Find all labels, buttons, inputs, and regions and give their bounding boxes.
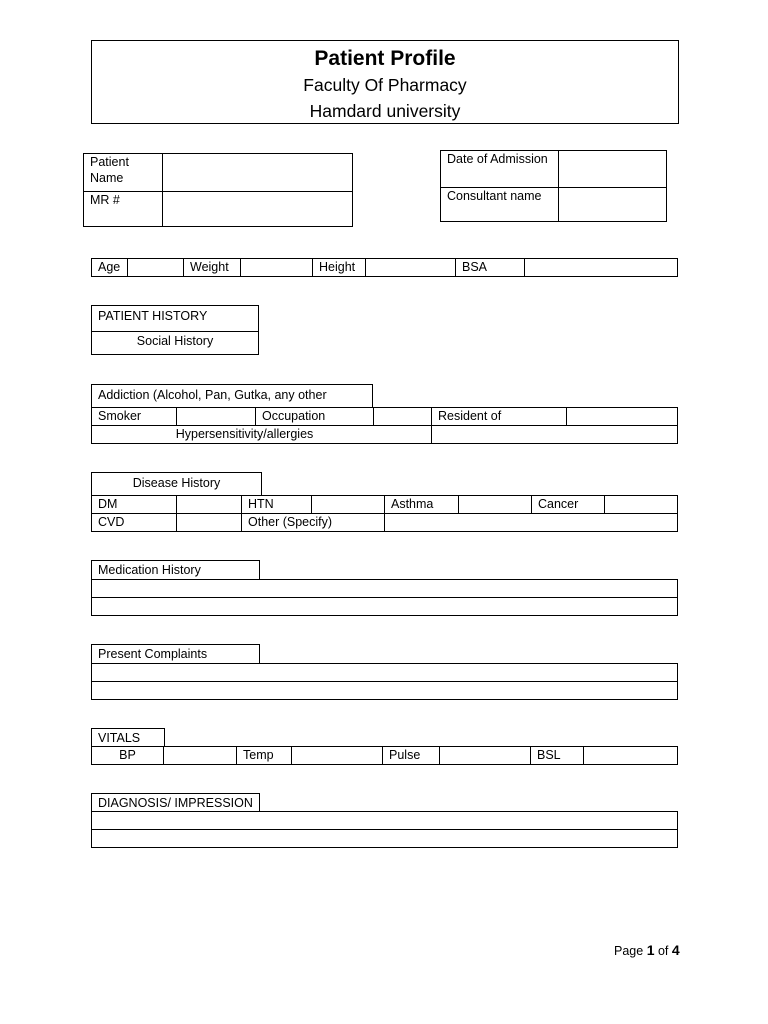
height-field[interactable] — [366, 259, 456, 277]
dm-field[interactable] — [177, 496, 242, 514]
present-complaints-row[interactable] — [92, 682, 678, 700]
pulse-field[interactable] — [440, 747, 531, 765]
patient-name-field[interactable] — [163, 154, 353, 192]
consultant-name-label: Consultant name — [441, 188, 559, 222]
occupation-field[interactable] — [374, 408, 432, 426]
diagnosis-row[interactable] — [92, 830, 678, 848]
diagnosis-table — [91, 811, 678, 848]
page-number: Page 1 of 4 — [614, 942, 680, 958]
mr-number-field[interactable] — [163, 192, 353, 227]
pulse-label: Pulse — [383, 747, 440, 765]
medication-history-table — [91, 579, 678, 616]
header-box — [91, 40, 679, 124]
admission-date-label: Date of Admission — [441, 151, 559, 188]
weight-label: Weight — [184, 259, 241, 277]
patient-name-table — [83, 153, 353, 227]
anthropometrics-table — [91, 258, 678, 277]
temp-field[interactable] — [292, 747, 383, 765]
bsa-label: BSA — [456, 259, 525, 277]
hypersensitivity-label: Hypersensitivity/allergies — [92, 426, 432, 444]
htn-label: HTN — [242, 496, 312, 514]
height-label: Height — [313, 259, 366, 277]
resident-of-label: Resident of — [432, 408, 567, 426]
present-complaints-title: Present Complaints — [91, 644, 260, 664]
admission-table — [440, 150, 667, 222]
vitals-title: VITALS — [91, 728, 165, 747]
addiction-title: Addiction (Alcohol, Pan, Gutka, any other — [91, 384, 373, 408]
occupation-label: Occupation — [256, 408, 374, 426]
other-specify-label: Other (Specify) — [242, 514, 385, 532]
cvd-label: CVD — [92, 514, 177, 532]
resident-of-field[interactable] — [567, 408, 678, 426]
age-field[interactable] — [128, 259, 184, 277]
university-name: Hamdard university — [309, 101, 461, 121]
cancer-field[interactable] — [605, 496, 678, 514]
bp-label: BP — [92, 747, 164, 765]
present-complaints-row[interactable] — [92, 664, 678, 682]
bsl-field[interactable] — [584, 747, 678, 765]
medication-history-row[interactable] — [92, 580, 678, 598]
faculty-name: Faculty Of Pharmacy — [303, 75, 467, 95]
cancer-label: Cancer — [532, 496, 605, 514]
addiction-table — [91, 407, 678, 444]
cvd-field[interactable] — [177, 514, 242, 532]
mr-number-label: MR # — [84, 192, 163, 227]
diagnosis-row[interactable] — [92, 812, 678, 830]
medication-history-title: Medication History — [91, 560, 260, 580]
dm-label: DM — [92, 496, 177, 514]
age-label: Age — [92, 259, 128, 277]
medication-history-row[interactable] — [92, 598, 678, 616]
patient-history-title: PATIENT HISTORY — [92, 306, 259, 332]
vitals-table — [91, 746, 678, 765]
patient-name-label: Patient Name — [84, 154, 163, 192]
present-complaints-table — [91, 663, 678, 700]
smoker-label: Smoker — [92, 408, 177, 426]
disease-history-title: Disease History — [91, 472, 262, 496]
social-history-label: Social History — [92, 332, 259, 355]
bsl-label: BSL — [531, 747, 584, 765]
patient-history-table — [91, 305, 259, 355]
asthma-label: Asthma — [385, 496, 459, 514]
temp-label: Temp — [237, 747, 292, 765]
weight-field[interactable] — [241, 259, 313, 277]
smoker-field[interactable] — [177, 408, 256, 426]
other-specify-field[interactable] — [385, 514, 678, 532]
bp-field[interactable] — [164, 747, 237, 765]
page-title: Patient Profile — [314, 47, 456, 70]
admission-date-field[interactable] — [559, 151, 667, 188]
consultant-name-field[interactable] — [559, 188, 667, 222]
htn-field[interactable] — [312, 496, 385, 514]
diagnosis-title: DIAGNOSIS/ IMPRESSION — [91, 793, 260, 812]
bsa-field[interactable] — [525, 259, 678, 277]
hypersensitivity-field[interactable] — [432, 426, 678, 444]
asthma-field[interactable] — [459, 496, 532, 514]
disease-history-table — [91, 495, 678, 532]
